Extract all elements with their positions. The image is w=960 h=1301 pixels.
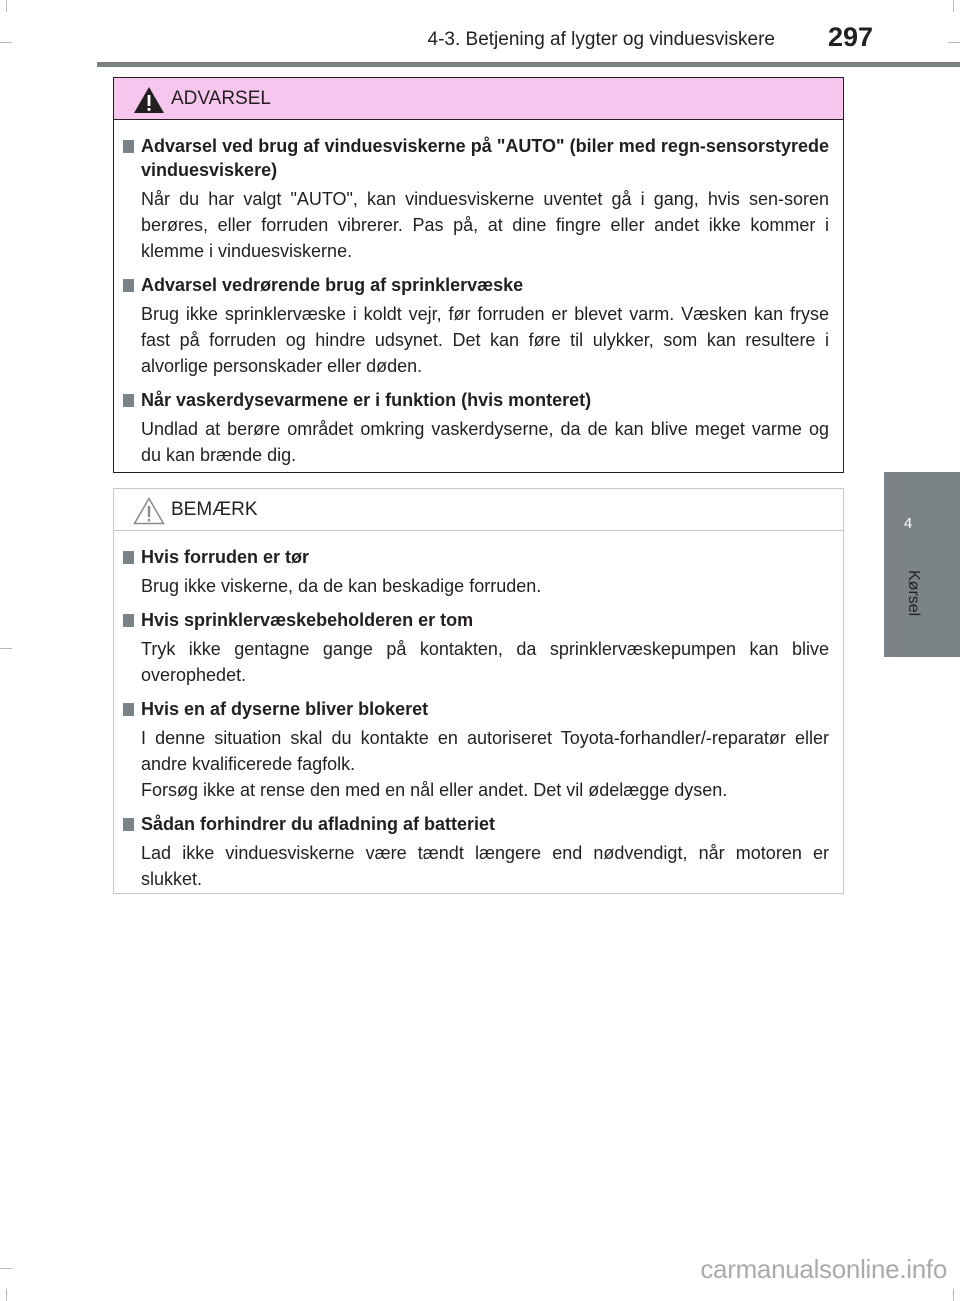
warning-box — [113, 77, 844, 473]
crop-mark — [948, 42, 960, 43]
notice-box-title: BEMÆRK — [171, 499, 258, 520]
warning-box-header — [114, 78, 843, 120]
body-paragraph: Når du har valgt "AUTO", kan vinduesviskerne uventet gå i gang, hvis sen-soren berøres, eller forruden vibrerer. Pas på, at dine fingre eller andet ikke kommer i klemme i vinduesviskerne. — [141, 189, 829, 261]
item-heading-text: Sådan forhindrer du afladning af batteriet — [141, 814, 496, 834]
section-title: 4-3. Betjening af lygter og vinduesviskere — [427, 29, 775, 50]
body-paragraph: Lad ikke vinduesviskerne være tændt længere end nødvendigt, når motoren er slukket. — [141, 843, 829, 889]
crop-mark — [0, 42, 12, 43]
crop-mark — [0, 1268, 12, 1269]
section-item — [123, 545, 829, 599]
square-bullet-icon — [123, 614, 134, 627]
square-bullet-icon — [123, 140, 134, 153]
item-body — [123, 725, 829, 803]
body-paragraph: Brug ikke viskerne, da de kan beskadige forruden. — [141, 576, 542, 596]
page-number: 297 — [827, 22, 873, 52]
crop-mark — [6, 1289, 7, 1301]
body-paragraph: Tryk ikke gentagne gange på kontakten, da sprinklervæskepumpen kan blive overophedet. — [141, 639, 829, 685]
watermark: carmanualsonline.info — [700, 1254, 947, 1284]
body-paragraph: Brug ikke sprinklervæske i koldt vejr, før forruden er blevet varm. Væsken kan fryse fast på forruden og hindre udsynet. Det kan føre til ulykker, som kan resultere i alvorlige personskader eller døden. — [141, 304, 829, 376]
section-item — [123, 273, 829, 379]
square-bullet-icon — [123, 394, 134, 407]
body-paragraph: Undlad at berøre området omkring vaskerdyserne, da de kan blive meget varme og du kan brænde dig. — [141, 419, 829, 465]
warning-items — [114, 120, 843, 468]
item-body — [123, 840, 829, 892]
section-item — [123, 388, 829, 468]
square-bullet-icon — [123, 279, 134, 292]
item-heading — [123, 134, 829, 182]
chapter-tab — [884, 472, 960, 657]
chapter-number: 4 — [903, 515, 913, 532]
square-bullet-icon — [123, 818, 134, 831]
square-bullet-icon — [123, 703, 134, 716]
notice-items — [114, 531, 843, 892]
item-heading — [123, 388, 829, 412]
item-body — [123, 636, 829, 688]
item-heading-text: Hvis en af dyserne bliver blokeret — [141, 699, 429, 719]
section-item — [123, 608, 829, 688]
chapter-label: Kørsel — [905, 570, 922, 617]
item-heading-text: Advarsel vedrørende brug af sprinklervæske — [141, 275, 524, 295]
crop-mark — [6, 0, 7, 12]
section-item — [123, 697, 829, 803]
section-item — [123, 812, 829, 892]
item-heading-text: Når vaskerdysevarmene er i funktion (hvis monteret) — [141, 390, 592, 410]
item-heading-text: Advarsel ved brug af vinduesviskerne på "AUTO" (biler med regn-sensorstyrede vinduesviskere) — [141, 136, 829, 180]
section-item — [123, 134, 829, 264]
item-body — [123, 416, 829, 468]
item-heading — [123, 608, 829, 632]
item-body — [123, 573, 829, 599]
crop-mark — [953, 1289, 954, 1301]
notice-box-header — [114, 489, 843, 531]
caution-outline-icon — [133, 497, 165, 525]
item-heading — [123, 812, 829, 836]
item-heading — [123, 545, 829, 569]
body-paragraph: Forsøg ikke at rense den med en nål eller andet. Det vil ødelægge dysen. — [141, 780, 728, 800]
item-heading-text: Hvis forruden er tør — [141, 547, 310, 567]
warning-triangle-icon — [133, 86, 165, 114]
item-heading — [123, 273, 829, 297]
crop-mark — [0, 648, 12, 649]
item-body — [123, 301, 829, 379]
item-body — [123, 186, 829, 264]
warning-box-title: ADVARSEL — [171, 88, 271, 109]
item-heading-text: Hvis sprinklervæskebeholderen er tom — [141, 610, 474, 630]
body-paragraph: I denne situation skal du kontakte en autoriseret Toyota-forhandler/-reparatør eller andre kvalificerede fagfolk. — [141, 728, 829, 774]
crop-mark — [953, 0, 954, 12]
square-bullet-icon — [123, 551, 134, 564]
header-rule — [97, 62, 960, 67]
notice-box — [113, 488, 844, 894]
item-heading — [123, 697, 829, 721]
